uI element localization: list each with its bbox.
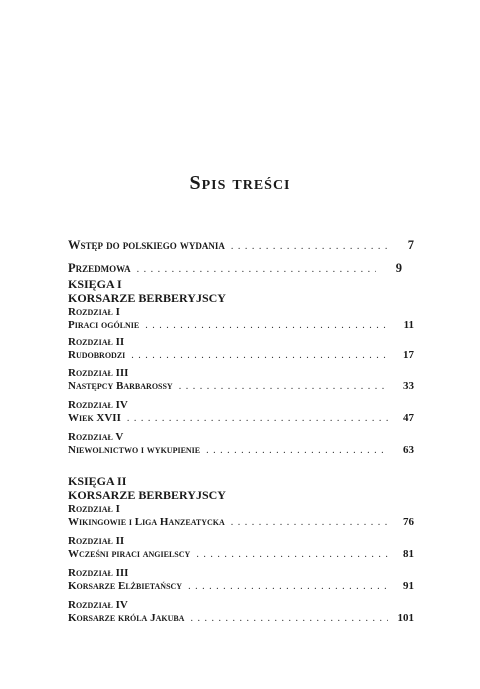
toc-entry-page: 91 xyxy=(403,580,414,592)
dot-leader xyxy=(196,549,388,560)
toc-entry-label: Niewolnictwo i wykupienie xyxy=(68,444,201,456)
toc-chapter[interactable] xyxy=(68,598,414,624)
toc-chapter[interactable] xyxy=(68,305,414,331)
dot-leader xyxy=(137,264,376,275)
toc-entry-page: 11 xyxy=(403,319,414,331)
chapter-number: Rozdział II xyxy=(68,336,125,348)
chapter-row xyxy=(68,319,414,331)
toc-entry-label: Korsarze Elżbietańscy xyxy=(68,580,183,592)
toc-entry-label: Wstęp do polskiego wydania xyxy=(68,238,225,252)
chapter-row xyxy=(68,548,414,560)
chapter-row xyxy=(68,349,414,361)
dot-leader xyxy=(231,241,388,252)
book-subtitle: KORSARZE BERBERYJSCY xyxy=(68,291,226,305)
toc-entry-label: Korsarze króla Jakuba xyxy=(68,612,185,624)
chapter-row xyxy=(68,612,414,624)
book-heading: KSIĘGA II xyxy=(68,474,127,488)
book-heading: KSIĘGA I xyxy=(68,277,122,291)
toc-entry-label: Rudobrodzi xyxy=(68,349,126,361)
chapter-number: Rozdział III xyxy=(68,567,129,579)
toc-entry-page: 63 xyxy=(403,444,414,456)
chapter-number: Rozdział I xyxy=(68,503,120,515)
chapter-row xyxy=(68,516,414,528)
dot-leader xyxy=(127,413,388,424)
toc-entry-page: 76 xyxy=(403,516,414,528)
chapter-number: Rozdział IV xyxy=(68,399,128,411)
toc-entry-foreword-polish[interactable] xyxy=(68,238,414,253)
toc-chapter[interactable] xyxy=(68,335,414,361)
dot-leader xyxy=(179,381,388,392)
chapter-row xyxy=(68,444,414,456)
page-title: Spis treści xyxy=(189,172,291,194)
book-subtitle: KORSARZE BERBERYJSCY xyxy=(68,488,226,502)
toc-entry-page: 101 xyxy=(397,612,414,624)
chapter-number: Rozdział IV xyxy=(68,599,128,611)
toc-entry-preface[interactable] xyxy=(68,261,402,276)
toc-book-2 xyxy=(68,474,414,502)
toc-entry-label: Wiek XVII xyxy=(68,412,121,424)
toc-entry-page: 33 xyxy=(403,380,414,392)
chapter-number: Rozdział I xyxy=(68,306,120,318)
toc-chapter[interactable] xyxy=(68,502,414,528)
chapter-row xyxy=(68,380,414,392)
toc-entry-label: Wikingowie i Liga Hanzeatycka xyxy=(68,516,225,528)
chapter-row xyxy=(68,412,414,424)
toc-entry-label: Przedmowa xyxy=(68,261,131,275)
toc-entry-page: 47 xyxy=(403,412,414,424)
toc-entry-page: 9 xyxy=(395,261,402,275)
chapter-number: Rozdział III xyxy=(68,367,129,379)
toc-entry-label: Piraci ogólnie xyxy=(68,319,140,331)
dot-leader xyxy=(206,445,388,456)
toc-chapter[interactable] xyxy=(68,398,414,424)
dot-leader xyxy=(190,613,388,624)
dot-leader xyxy=(231,517,388,528)
dot-leader xyxy=(131,350,388,361)
toc-entry-label: Wcześni piraci angielscy xyxy=(68,548,191,560)
chapter-number: Rozdział II xyxy=(68,535,125,547)
toc-chapter[interactable] xyxy=(68,566,414,592)
dot-leader xyxy=(188,581,388,592)
toc-chapter[interactable] xyxy=(68,430,414,456)
toc-entry-page: 81 xyxy=(403,548,414,560)
toc-book-1 xyxy=(68,277,414,305)
toc-chapter[interactable] xyxy=(68,534,414,560)
toc-entry-page: 7 xyxy=(407,238,414,252)
chapter-number: Rozdział V xyxy=(68,431,124,443)
toc-entry-page: 17 xyxy=(403,349,414,361)
dot-leader xyxy=(145,320,388,331)
toc-chapter[interactable] xyxy=(68,366,414,392)
chapter-row xyxy=(68,580,414,592)
toc-entry-label: Następcy Barbarossy xyxy=(68,380,173,392)
